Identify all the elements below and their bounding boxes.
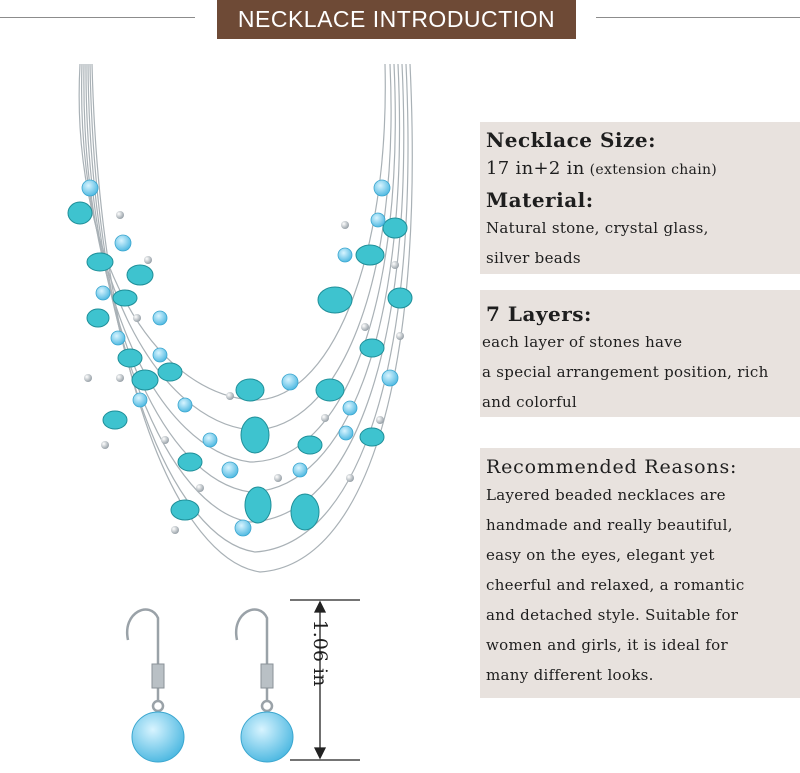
layers-heading: 7 Layers:: [486, 302, 592, 326]
reasons-line: easy on the eyes, elegant yet: [486, 546, 715, 564]
material-heading: Material:: [486, 188, 594, 212]
reasons-line: Layered beaded necklaces are: [486, 486, 726, 504]
earring-right-crystal: [241, 712, 293, 762]
size-value: 17 in+2 in: [486, 158, 585, 179]
layers-line-2: a special arrangement position, rich: [482, 363, 769, 381]
layers-panel: [480, 290, 800, 417]
banner-title: NECKLACE INTRODUCTION: [237, 6, 556, 32]
layers-line-3: and colorful: [482, 393, 578, 411]
reasons-heading: Recommended Reasons:: [486, 456, 738, 478]
reasons-line: women and girls, it is ideal for: [486, 636, 728, 654]
reasons-line: cheerful and relaxed, a romantic: [486, 576, 745, 594]
material-line-2: silver beads: [486, 249, 581, 267]
reasons-line: many different looks.: [486, 666, 654, 684]
size-material-panel: [480, 122, 800, 274]
size-line: [486, 158, 717, 179]
silver-beads: [84, 211, 404, 534]
layers-line-1: each layer of stones have: [482, 333, 683, 351]
material-line-1: Natural stone, crystal glass,: [486, 219, 709, 237]
reasons-line: handmade and really beautiful,: [486, 516, 733, 534]
size-note: (extension chain): [589, 162, 718, 178]
reasons-line: and detached style. Suitable for: [486, 606, 739, 624]
earring-left-crystal: [132, 712, 184, 762]
earring-length-label: 1.06 in: [309, 619, 331, 687]
turquoise-stones: [68, 202, 412, 530]
size-heading: Necklace Size:: [486, 128, 656, 152]
reasons-panel: [480, 448, 800, 698]
earring-left: [127, 609, 164, 711]
necklace-strands: [79, 64, 412, 572]
earring-right: [236, 609, 273, 711]
